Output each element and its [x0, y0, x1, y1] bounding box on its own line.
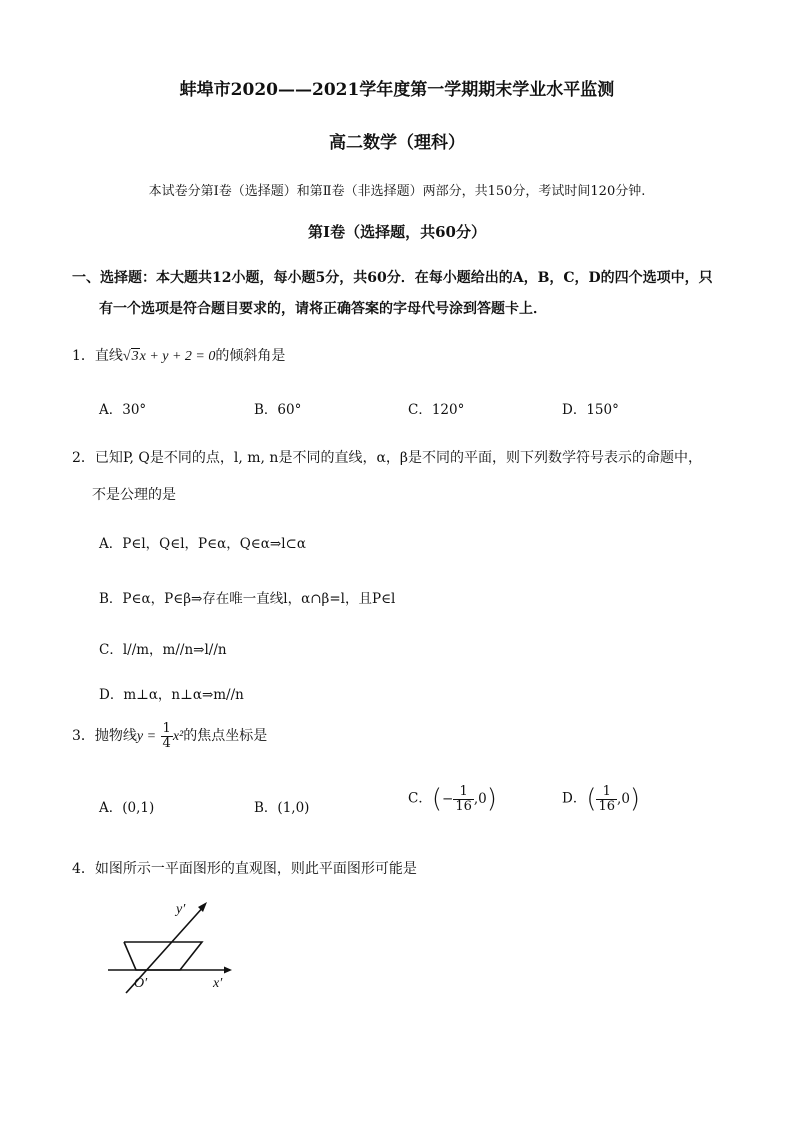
q3-option-a	[99, 796, 154, 816]
left-paren: (	[431, 784, 442, 814]
q1-option-c: C．120°	[408, 402, 465, 418]
q3-option-c	[408, 784, 497, 814]
right-paren: )	[486, 784, 497, 814]
fraction-denominator: 16	[598, 798, 616, 814]
fraction-denominator: 4	[162, 735, 171, 751]
x-axis-arrow	[224, 967, 232, 974]
y-axis-label: y′	[176, 902, 186, 917]
question-4	[72, 858, 417, 878]
section-instruction-line1: 一、选择题：本大题共12小题，每小题5分，共60分．在每小题给出的A，B，C，D的四个选项中，只	[72, 270, 713, 286]
question-number: 4．	[72, 861, 95, 877]
q3-option-b	[254, 796, 309, 816]
fraction-numerator: 1	[162, 721, 171, 736]
sqrt-expression: √3	[122, 349, 139, 364]
option-value: (0,1)	[122, 800, 155, 816]
fraction-numerator: 1	[596, 785, 617, 800]
option-label: A．	[99, 800, 123, 816]
option-label: D．	[562, 790, 587, 807]
question-1-pre: 直线	[94, 348, 123, 364]
question-number: 1．	[72, 348, 95, 364]
question-3-yeq: y =	[136, 729, 157, 745]
question-number: 3．	[72, 728, 95, 745]
question-1	[72, 345, 285, 365]
q2-option-d: D．m⊥α，n⊥α⇒m//n	[99, 687, 244, 703]
x-axis-label: x′	[213, 976, 223, 991]
fraction-denominator: 16	[455, 798, 472, 814]
exam-title: 蚌埠市2020——2021学年度第一学期期末学业水平监测	[179, 80, 615, 100]
exam-subtitle: 高二数学（理科）	[329, 133, 465, 153]
section-instruction-line2: 有一个选项是符合题目要求的，请将正确答案的字母代号涂到答题卡上．	[99, 301, 547, 317]
exam-intro: 本试卷分第Ⅰ卷（选择题）和第Ⅱ卷（非选择题）两部分，共150分，考试时间120分钟.	[148, 184, 646, 199]
fraction-numerator: 1	[453, 785, 474, 800]
question-3-pre: 抛物线	[94, 728, 137, 745]
q1-option-d: D．150°	[562, 402, 619, 418]
q2-option-b: B．P∈α，P∈β⇒存在唯一直线l，α∩β=l，且P∈l	[99, 591, 396, 607]
question-1-expr: x + y + 2 = 0	[139, 349, 216, 364]
fraction	[453, 785, 474, 813]
origin-label: O′	[134, 976, 148, 991]
option-label: C．	[408, 790, 432, 807]
question-4-text: 如图所示一平面图形的直观图，则此平面图形可能是	[94, 861, 417, 877]
right-paren: )	[629, 784, 641, 814]
left-paren: (	[586, 784, 597, 814]
option-label: B．	[254, 800, 278, 816]
option-value: (1,0)	[277, 800, 310, 816]
option-tail: ,0	[473, 791, 487, 807]
oblique-figure	[100, 895, 240, 1000]
q1-option-b: B．60°	[254, 402, 302, 418]
question-3-post: 的焦点坐标是	[183, 728, 268, 745]
minus-sign: −	[442, 791, 454, 807]
question-number: 2．	[72, 450, 95, 466]
question-2-line1	[72, 447, 702, 467]
fraction	[596, 785, 617, 813]
fraction-one-quarter	[161, 722, 173, 750]
q1-option-a: A．30°	[99, 402, 147, 418]
trapezoid-shape	[124, 942, 202, 970]
q3-option-d	[562, 784, 640, 814]
option-tail: ,0	[617, 791, 630, 807]
sqrt-radicand: 3	[131, 349, 139, 364]
question-1-post: 的倾斜角是	[215, 348, 286, 364]
section-heading: 第Ⅰ卷（选择题，共60分）	[308, 223, 486, 241]
q2-option-a: A．P∈l，Q∈l，P∈α，Q∈α⇒l⊂α	[99, 536, 306, 552]
question-2-text: 已知P, Q是不同的点，l, m, n是不同的直线，α，β是不同的平面，则下列数学符号表示的命题中，	[94, 450, 702, 466]
question-3	[72, 722, 267, 750]
question-2-line2: 不是公理的是	[92, 487, 176, 503]
question-3-x2: x²	[172, 729, 184, 745]
q2-option-c: C．l//m，m//n⇒l//n	[99, 642, 227, 658]
